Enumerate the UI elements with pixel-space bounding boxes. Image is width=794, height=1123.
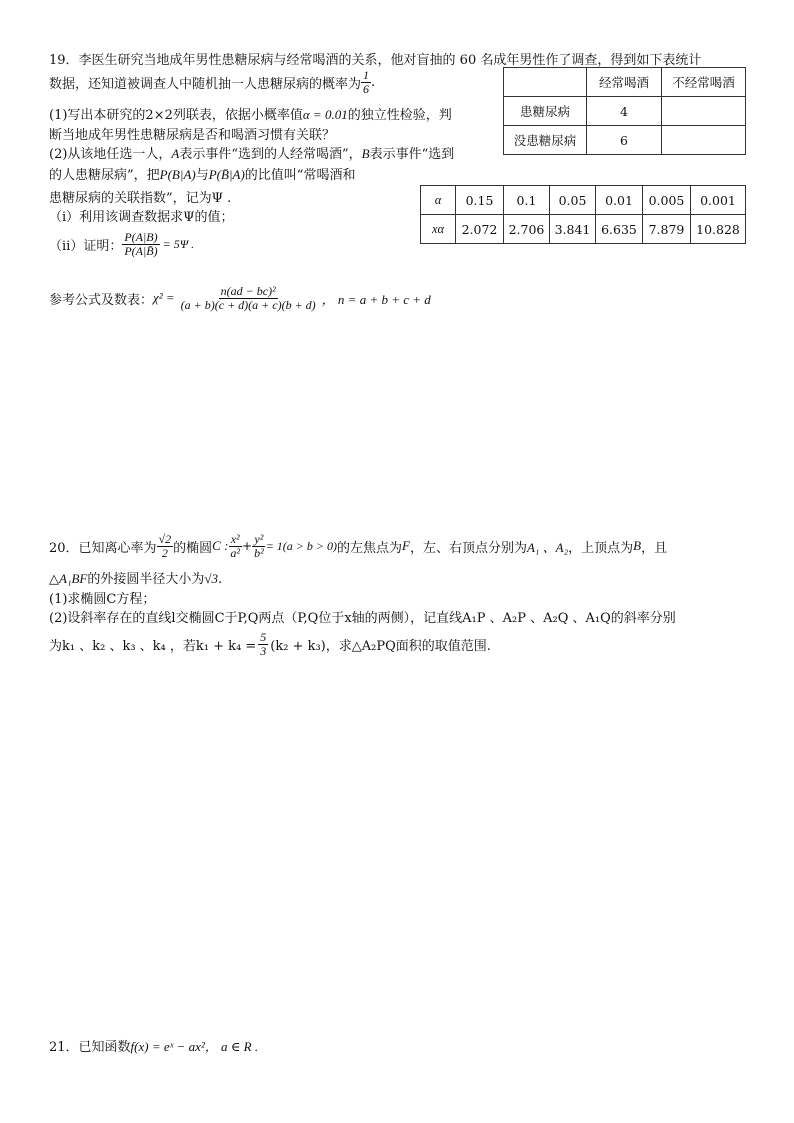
table-cell: [662, 97, 746, 126]
q20-ecc-num: √2: [158, 531, 172, 546]
table-cell: 0.15: [456, 186, 504, 215]
q20-part2-line1: (2)设斜率存在的直线l交椭圆C于P,Q两点（P,Q位于x轴的两侧），记直线A₁P 、A₂P 、A₂Q 、A₁Q的斜率分别: [49, 611, 676, 626]
q19-part1-line1: [49, 104, 452, 123]
q20-x-num: x²: [230, 531, 240, 546]
table-cell: 4: [587, 97, 662, 126]
q20-five-thirds: [258, 631, 268, 657]
table-cell: 6.635: [596, 215, 643, 244]
critical-value-table: [420, 185, 746, 244]
q19-probability-fraction: [361, 69, 371, 95]
q20-line1-d: ，左、右顶点分别为: [409, 540, 527, 556]
table-cell: [662, 126, 746, 155]
q20-vertices: A₁ 、A₂: [526, 539, 569, 555]
q19-chi-den: (a + b)(c + d)(a + c)(b + d): [180, 297, 316, 312]
q20-line1-e: ，上顶点为: [568, 540, 634, 556]
table-cell: 2.706: [504, 215, 550, 244]
q19-n-definition: ， n = a + b + c + d: [321, 291, 431, 307]
table-cell: 10.828: [691, 215, 746, 244]
q20-ellipse-rhs: = 1(a > b > 0): [265, 538, 337, 553]
q19-reference-formula: [49, 278, 431, 318]
table-cell: 0.005: [643, 186, 691, 215]
table-cell: [504, 68, 587, 97]
table-cell: xα: [421, 215, 456, 244]
q20-plus: +: [242, 539, 253, 553]
q20-y-term: [252, 533, 266, 559]
q20-ecc-den: 2: [161, 545, 168, 560]
q19-line1: 19．李医生研究当地成年男性患糖尿病与经常喝酒的关系，他对盲抽的 60 名成年男性作了调查，得到如下表统计: [49, 53, 702, 68]
contingency-table: [503, 67, 746, 155]
q19-part1-line2: 断当地成年男性患糖尿病是否和喝酒习惯有关联？: [49, 128, 336, 143]
q19-part2-text-a: (2)从该地任选一人，: [49, 147, 172, 162]
q20-vertex-B: B: [633, 538, 642, 553]
q20-line1-b: 的椭圆: [173, 540, 213, 556]
q19-part2-text-c: 表示事件“选到: [369, 147, 455, 162]
table-row: [421, 215, 746, 244]
q20-line2: [49, 568, 222, 587]
q20-part1: (1)求椭圆C方程；: [49, 592, 156, 607]
table-cell: 0.01: [596, 186, 643, 215]
q20-line1-c: 的左焦点为: [336, 540, 402, 556]
q19-part2-line1: [49, 143, 454, 162]
q20-line1-f: ，且: [641, 540, 668, 556]
q20-focus-F: F: [402, 538, 410, 553]
q19-part1-text-b: 的独立性检验，判: [347, 108, 452, 123]
table-cell: 0.001: [691, 186, 746, 215]
table-cell: 经常喝酒: [587, 68, 662, 97]
q19-line2-text: 数据，还知道被调查人中随机抽一人患糖尿病的概率为: [49, 76, 362, 92]
q19-sub2-rhs: = 5Ψ .: [162, 236, 195, 251]
table-cell: 患糖尿病: [504, 97, 587, 126]
table-row: [504, 126, 746, 155]
q20-part2-line2-b: (k₂ + k₃)，求△A₂PQ面积的取值范围.: [270, 638, 491, 654]
q19-part1-text-a: (1)写出本研究的2×2列联表，依据小概率值: [49, 108, 303, 123]
q20-ellipse-C: C :: [212, 538, 229, 553]
table-cell: 2.072: [456, 215, 504, 244]
q20-frac-den: 3: [260, 643, 267, 658]
q20-line1: [49, 528, 667, 564]
q19-event-A: A: [171, 146, 180, 161]
table-cell: α: [421, 186, 456, 215]
q19-sub1: （ⅰ）利用该调查数据求Ψ的值；: [49, 210, 234, 225]
q19-sub2-label: （ⅱ）证明：: [49, 238, 123, 254]
q19-chi-lhs: χ² =: [153, 290, 175, 305]
q19-sub2: [49, 224, 194, 264]
table-row: [504, 97, 746, 126]
q19-part2-line2: [49, 164, 355, 183]
table-cell: 不经常喝酒: [662, 68, 746, 97]
q19-event-B: B: [361, 146, 370, 161]
q19-sub2-num: P(A|B): [124, 229, 158, 244]
table-cell: 0.05: [550, 186, 596, 215]
q19-chi-num: n(ad − bc)²: [220, 283, 276, 298]
q19-line2: 数据，还知道被调查人中随机抽一人患糖尿病的概率为 $\frac{1}{6}$ .: [49, 67, 376, 96]
q19-ref-label: 参考公式及数表：: [49, 292, 154, 308]
q20-line2-b: 的外接圆半径大小为: [87, 572, 205, 587]
table-cell: 没患糖尿病: [504, 126, 587, 155]
q21-function: f(x) = eˣ − ax²: [130, 1039, 205, 1054]
q19-chi-fraction: [179, 285, 318, 311]
q20-part2-line2-a: 为k₁ 、k₂ 、k₃ 、k₄ ，若k₁ + k₄ =: [49, 638, 257, 654]
q19-sub2-den: P(A|B̄): [124, 243, 158, 258]
q20-x-term: [228, 533, 242, 559]
table-row: [504, 68, 746, 97]
table-cell: 6: [587, 126, 662, 155]
table-cell: 0.1: [504, 186, 550, 215]
q19-part2-line2-a: 的人患糖尿病”，把: [49, 168, 160, 183]
q20-eccentricity-fraction: [157, 533, 174, 559]
q19-part2-mid: 与: [195, 168, 209, 183]
q21-line1: [49, 1036, 258, 1055]
q20-line2-c: .: [218, 572, 223, 587]
table-cell: 7.879: [643, 215, 691, 244]
q20-frac-num: 5: [260, 629, 267, 644]
q21-line1-b: ， a ∈ R .: [204, 1039, 259, 1054]
q21-line1-a: 21．已知函数: [49, 1040, 131, 1055]
table-cell: 3.841: [550, 215, 596, 244]
q19-sub2-fraction: [122, 231, 159, 257]
q20-line1-a: 20．已知离心率为: [49, 540, 157, 556]
q19-expr-PBA: P(B|A): [159, 167, 196, 182]
q19-prob-num: 1: [363, 67, 370, 82]
q20-x-den: a²: [230, 545, 241, 560]
q19-expr-PBbarA: P(B̄|A): [208, 167, 245, 182]
q20-y-num: y²: [254, 531, 264, 546]
q20-sqrt3: √3: [204, 571, 218, 586]
q20-part2-line2: [49, 627, 491, 661]
q19-part2-text-b: 表示事件“选到的人经常喝酒”，: [179, 147, 362, 162]
q19-part2-line2-b: 的比值叫“常喝酒和: [244, 168, 356, 183]
q20-triangle: △A₁BF: [49, 571, 88, 586]
q19-prob-den: 6: [363, 81, 370, 96]
q19-alpha-value: α = 0.01: [302, 107, 348, 122]
q20-y-den: b²: [254, 545, 264, 560]
q19-part2-line3: 患糖尿病的关联指数”，记为Ψ .: [49, 191, 232, 206]
table-row: [421, 186, 746, 215]
